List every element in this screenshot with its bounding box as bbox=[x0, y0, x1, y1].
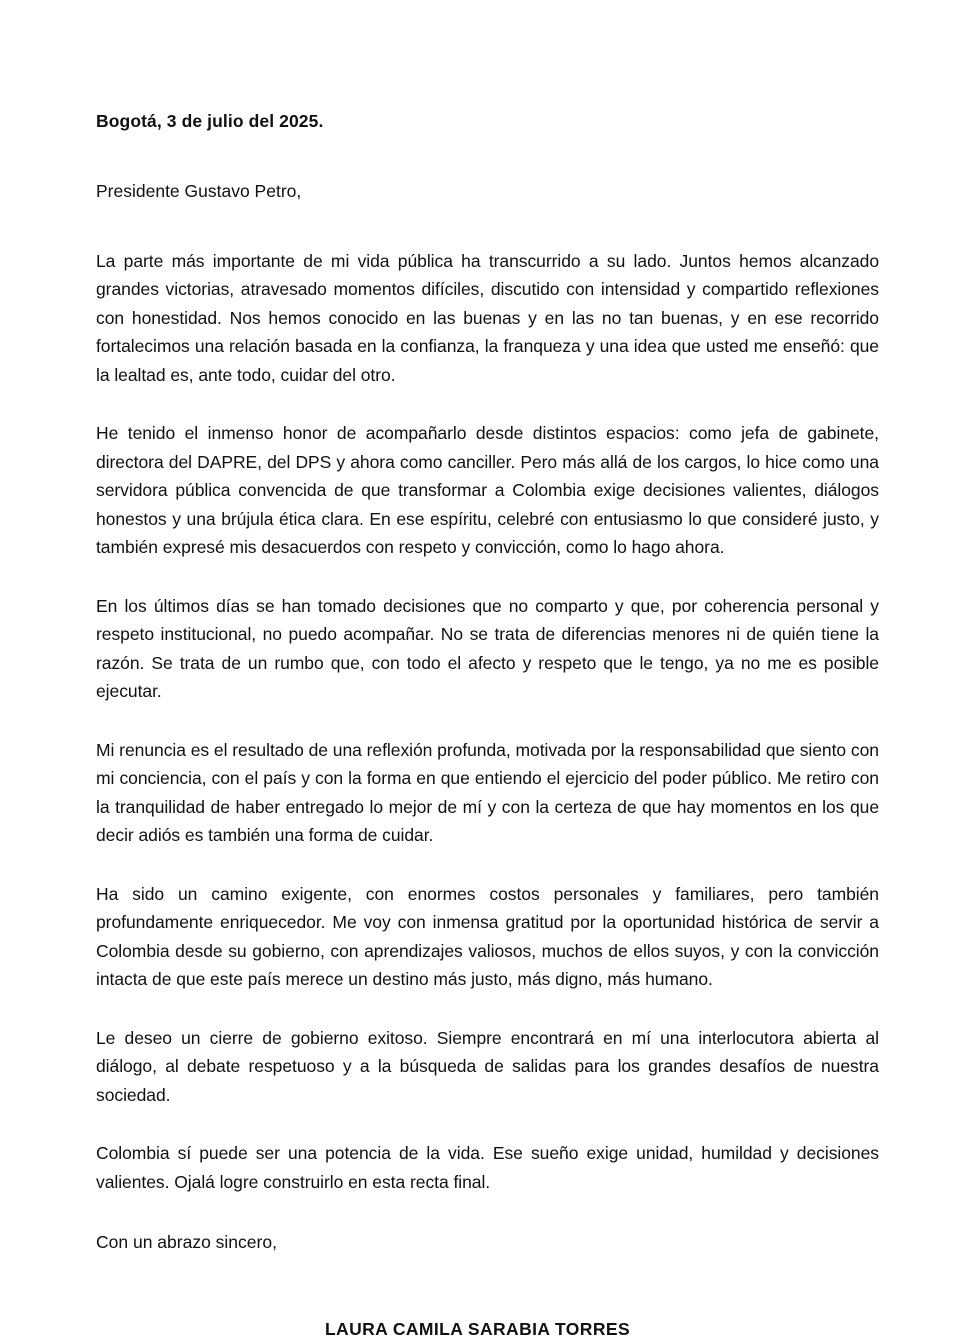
salutation: Presidente Gustavo Petro, bbox=[96, 181, 302, 202]
paragraph-2: He tenido el inmenso honor de acompañarlo desde distintos espacios: como jefa de gabinete, directora del DAPRE, del DPS y ahora como canciller. Pero más allá de los cargos, lo hice como una servidora pública convencida de que transformar a Colombia exige decisiones valientes, diálogos honestos y una brújula ética clara. En ese espíritu, celebré con entusiasmo lo que consideré justo, y también expresé mis desacuerdos con respeto y convicción, como lo hago ahora. bbox=[96, 423, 879, 558]
paragraph-1: La parte más importante de mi vida pública ha transcurrido a su lado. Juntos hemos alcanzado grandes victorias, atravesado momentos difíciles, discutido con intensidad y compartido reflexiones con honestidad. Nos hemos conocido en las buenas y en las no tan buenas, y en ese recorrido fortalecimos una relación basada en la confianza, la franqueza y una idea que usted me enseñó: que la lealtad es, ante todo, cuidar del otro. bbox=[96, 250, 879, 385]
signature-name: LAURA CAMILA SARABIA TORRES bbox=[324, 1318, 631, 1339]
closing-line: Con un abrazo sincero, bbox=[96, 1232, 277, 1253]
paragraph-5: Ha sido un camino exigente, con enormes costos personales y familiares, pero también profundamente enriquecedor. Me voy con inmensa gratitud por la oportunidad histórica de servir a Colombia desde su gobierno, con aprendizajes valiosos, muchos de ellos suyos, y con la convicción intacta de que este país merece un destino más justo, más digno, más humano. bbox=[96, 883, 879, 990]
dateline: Bogotá, 3 de julio del 2025. bbox=[96, 111, 324, 131]
letter-body bbox=[96, 108, 879, 1340]
paragraph-7: Colombia sí puede ser una potencia de la vida. Ese sueño exige unidad, humildad y decisiones valientes. Ojalá logre construirlo en esta recta final. bbox=[96, 1143, 879, 1192]
paragraph-3: En los últimos días se han tomado decisiones que no comparto y que, por coherencia personal y respeto institucional, no puedo acompañar. No se trata de diferencias menores ni de quién tiene la razón. Se trata de un rumbo que, con todo el afecto y respeto que le tengo, ya no me es posible ejecutar. bbox=[96, 595, 879, 702]
paragraph-6: Le deseo un cierre de gobierno exitoso. Siempre encontrará en mí una interlocutora abierta al diálogo, al debate respetuoso y a la búsqueda de salidas para los grandes desafíos de nuestra sociedad. bbox=[96, 1027, 879, 1105]
paragraph-4: Mi renuncia es el resultado de una reflexión profunda, motivada por la responsabilidad que siento con mi conciencia, con el país y con la forma en que entiendo el ejercicio del poder público. Me retiro con la tranquilidad de haber entregado lo mejor de mí y con la certeza de que hay momentos en los que decir adiós es también una forma de cuidar. bbox=[96, 739, 879, 846]
